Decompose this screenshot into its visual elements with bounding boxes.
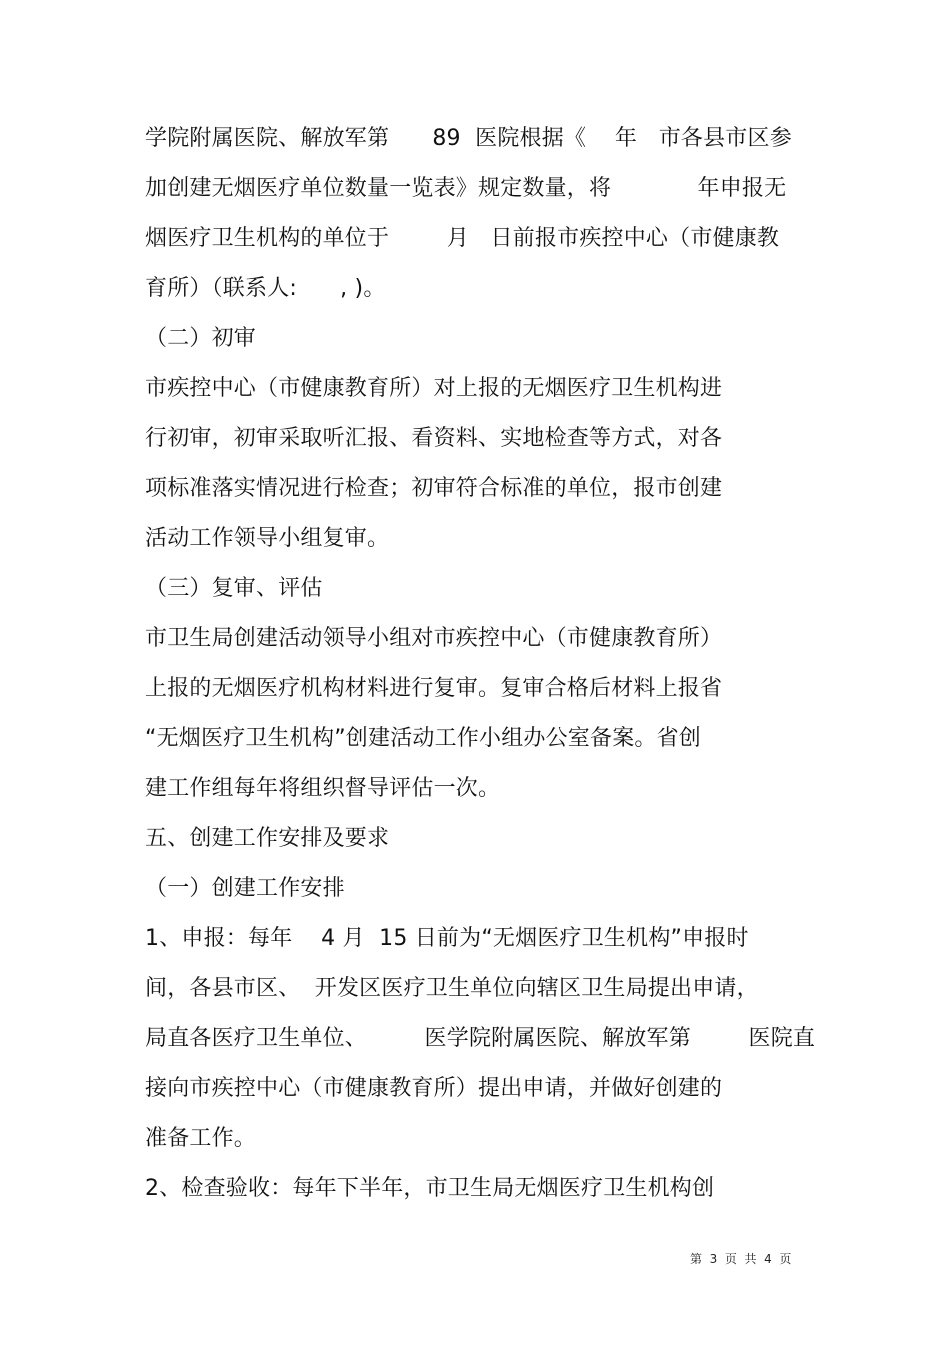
- section-heading: （二）初审: [145, 326, 257, 351]
- text-line: 市疾控中心（市健康教育所）对上报的无烟医疗卫生机构进: [145, 376, 723, 401]
- text-line: 烟医疗卫生机构的单位于 月 日前报市疾控中心（市健康教: [145, 226, 780, 251]
- text-line: 活动工作领导小组复审。: [145, 526, 390, 551]
- text-line: 2、检查验收：每年下半年，市卫生局无烟医疗卫生机构创: [145, 1176, 715, 1201]
- text-line: 市卫生局创建活动领导小组对市疾控中心（市健康教育所）: [145, 626, 723, 651]
- text-line: 行初审，初审采取听汇报、看资料、实地检查等方式，对各: [145, 426, 723, 451]
- text-line: 1、申报：每年 4 月 15 日前为“无烟医疗卫生机构”申报时: [145, 926, 749, 951]
- text-line: 接向市疾控中心（市健康教育所）提出申请，并做好创建的: [145, 1076, 723, 1101]
- section-heading: 五、创建工作安排及要求: [145, 826, 390, 851]
- page-number-footer: 第 3 页 共 4 页: [690, 1252, 792, 1266]
- text-line: 间，各县市区、 开发区医疗卫生单位向辖区卫生局提出申请，: [145, 976, 759, 1001]
- section-heading: （三）复审、评估: [145, 576, 323, 601]
- text-line: 加创建无烟医疗单位数量一览表》规定数量，将 年申报无: [145, 176, 787, 201]
- text-line: 学院附属医院、解放军第 89 医院根据《 年 市各县市区参: [145, 126, 792, 151]
- section-heading: （一）创建工作安排: [145, 876, 345, 901]
- text-line: 局直各医疗卫生单位、 医学院附属医院、解放军第 医院直: [145, 1026, 816, 1051]
- text-line: 育所）（联系人: , )。: [145, 276, 386, 301]
- text-line: 上报的无烟医疗机构材料进行复审。复审合格后材料上报省: [145, 676, 723, 701]
- text-line: “无烟医疗卫生机构”创建活动工作小组办公室备案。省创: [145, 726, 701, 751]
- text-line: 项标准落实情况进行检查；初审符合标准的单位，报市创建: [145, 476, 723, 501]
- text-line: 建工作组每年将组织督导评估一次。: [145, 776, 501, 801]
- text-line: 准备工作。: [145, 1126, 257, 1151]
